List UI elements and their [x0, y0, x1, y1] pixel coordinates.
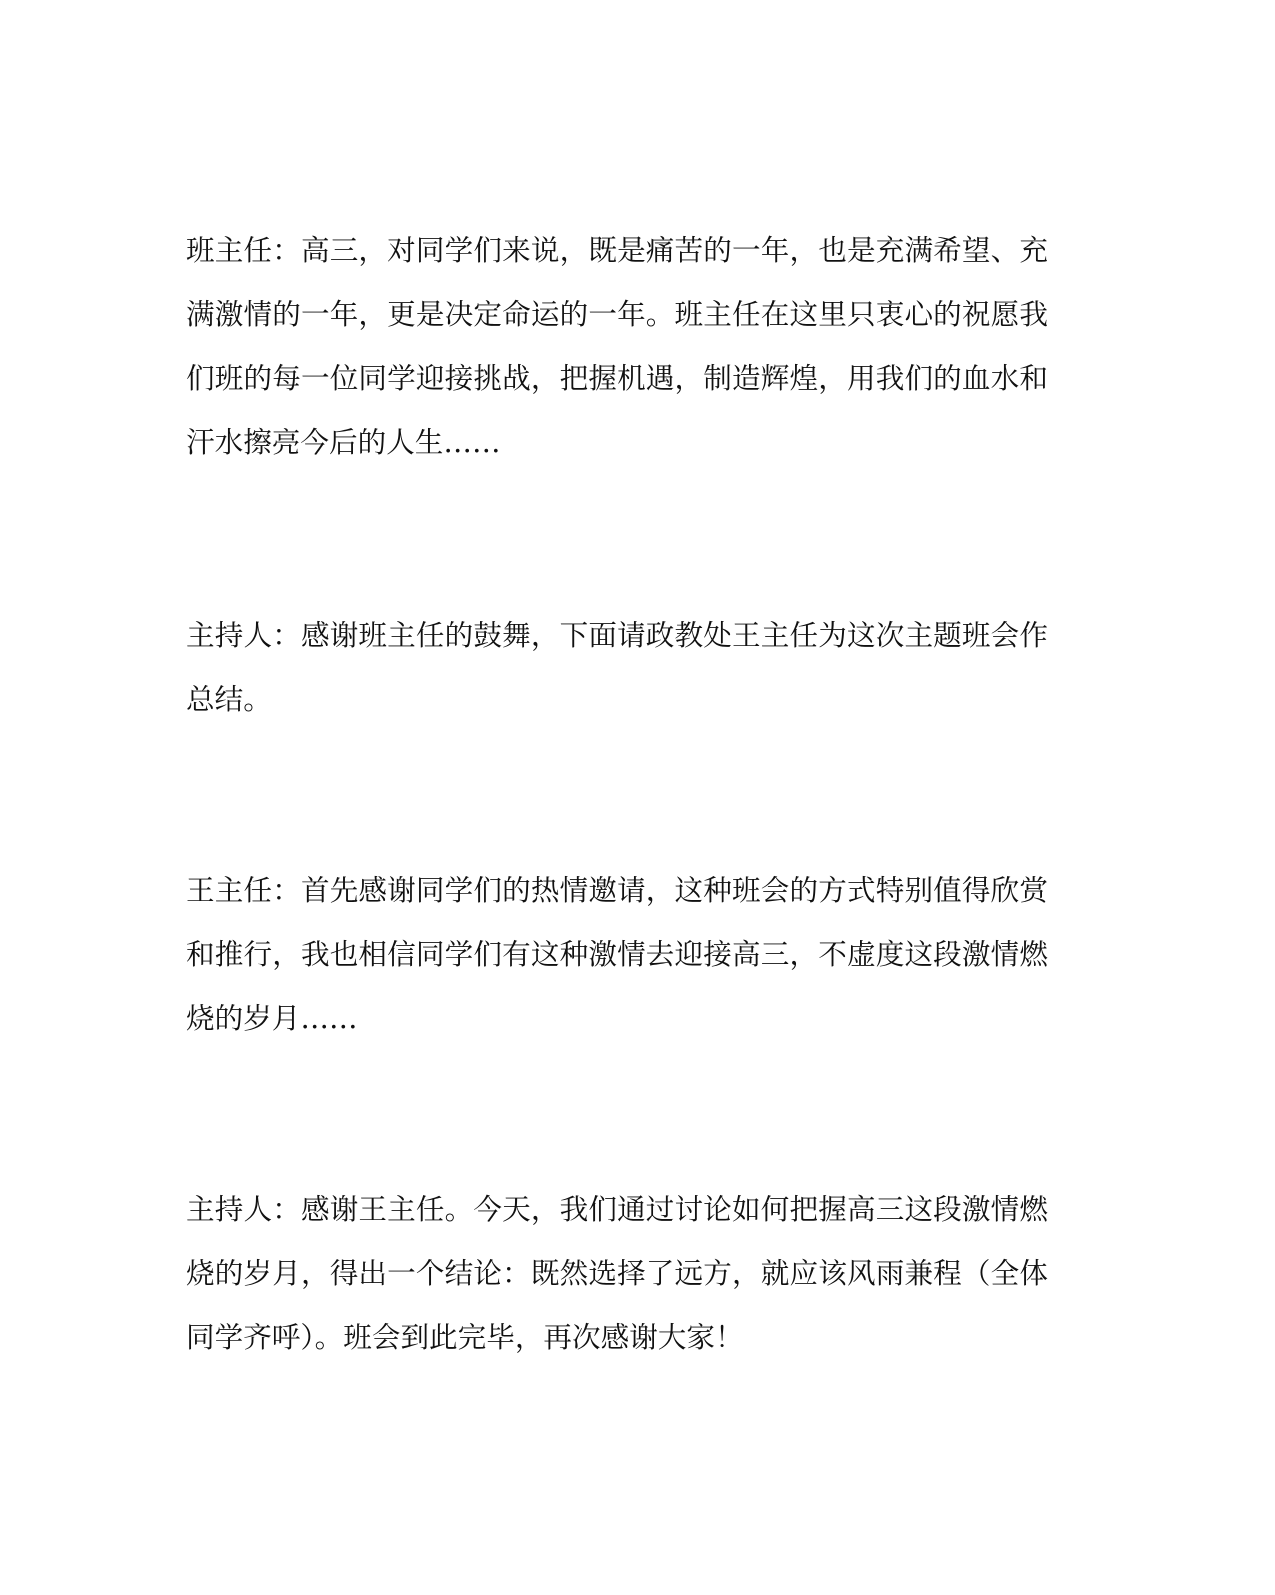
paragraph-head-teacher: 班主任：高三，对同学们来说，既是痛苦的一年，也是充满希望、充满激情的一年，更是决定命运的一年。班主任在这里只衷心的祝愿我们班的每一位同学迎接挑战，把握机遇，制造辉煌，用我们的血水和汗水擦亮今后的人生…… — [186, 233, 1048, 459]
paragraph-host-intro: 主持人：感谢班主任的鼓舞，下面请政教处王主任为这次主题班会作总结。 — [186, 618, 1048, 716]
paragraph-director-wang: 王主任：首先感谢同学们的热情邀请，这种班会的方式特别值得欣赏和推行，我也相信同学们有这种激情去迎接高三，不虚度这段激情燃烧的岁月…… — [186, 873, 1048, 1035]
paragraph-host-closing: 主持人：感谢王主任。今天，我们通过讨论如何把握高三这段激情燃烧的岁月，得出一个结论：既然选择了远方，就应该风雨兼程（全体同学齐呼）。班会到此完毕，再次感谢大家！ — [186, 1192, 1048, 1354]
